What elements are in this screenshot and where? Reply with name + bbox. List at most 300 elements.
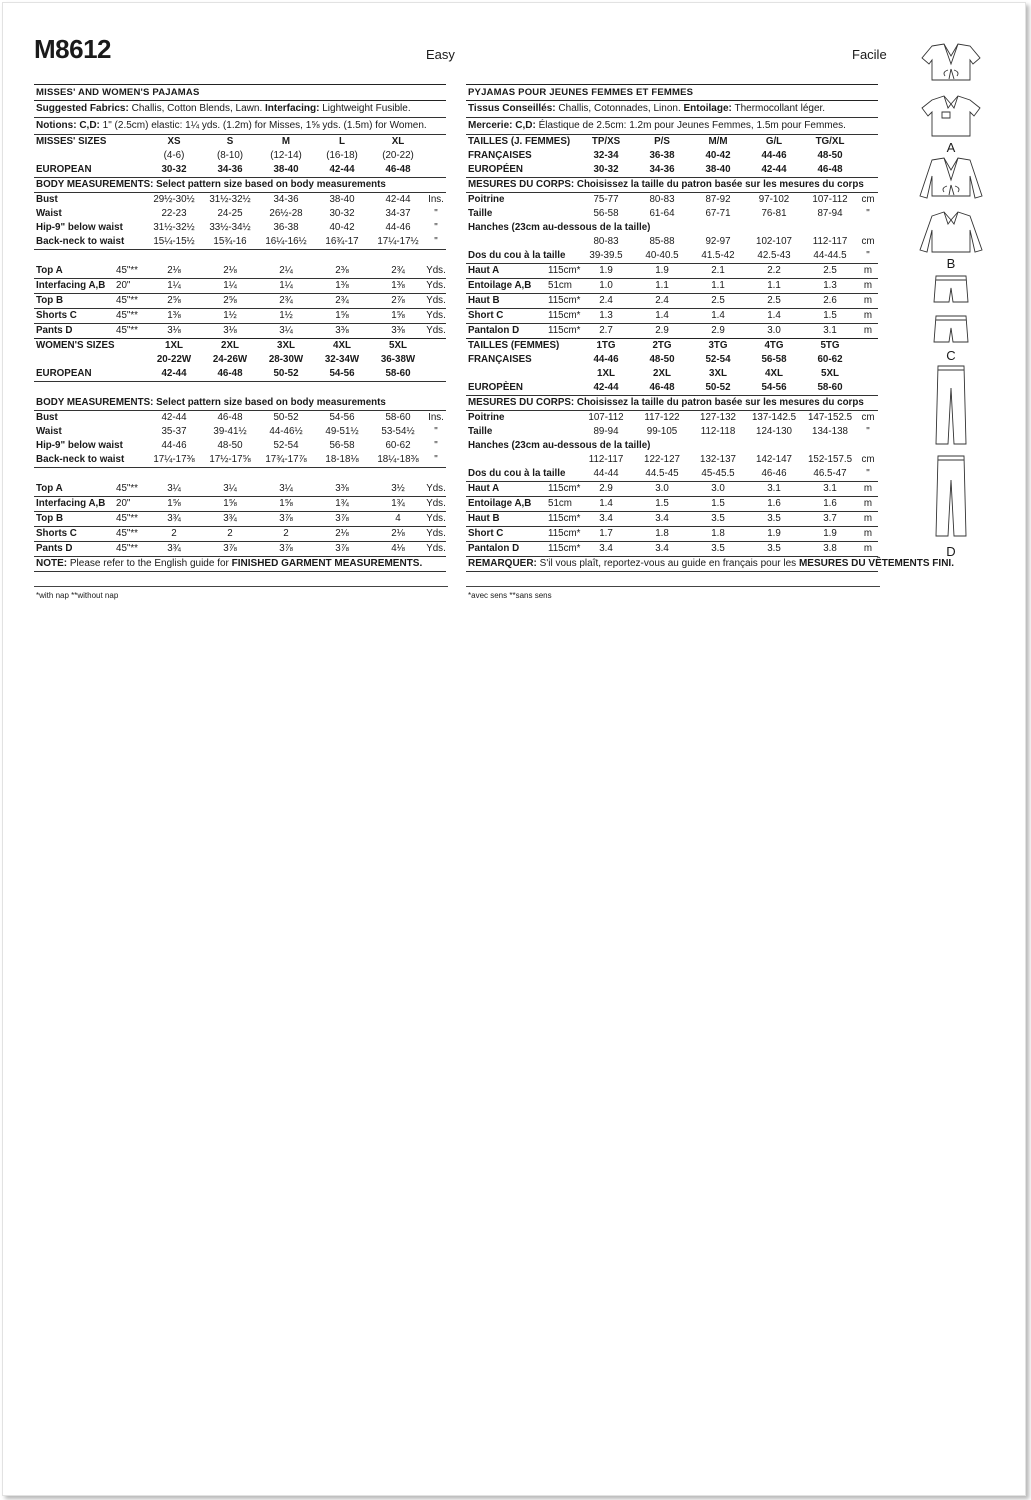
unit-cell: Yds. — [426, 294, 446, 309]
size-sub-label: FRANÇAISES — [468, 354, 532, 365]
table-row — [466, 221, 878, 235]
notions-line — [466, 118, 878, 135]
yardage-value: 3.4 — [634, 512, 690, 527]
yardage-value: 3⅞ — [258, 542, 314, 557]
interfacing-label: Entoilage: — [683, 103, 732, 114]
view-a-top-illustration — [918, 42, 984, 140]
unit-cell: Yds. — [426, 309, 446, 324]
table-row — [34, 250, 446, 265]
fabrics-text: Challis, Cotton Blends, Lawn. — [131, 103, 263, 114]
fabrics-text: Challis, Cotonnades, Linon. — [558, 103, 681, 114]
measurement-value: 53-54½ — [381, 426, 415, 437]
table-row — [466, 309, 878, 324]
size-number-cell: (20-22) — [382, 150, 414, 161]
yardage-label: Pantalon D — [466, 324, 548, 339]
yardage-value: 1¾ — [370, 497, 426, 512]
unit-cell: Yds. — [426, 324, 446, 339]
measurement-value: 67-71 — [705, 208, 731, 219]
yardage-value: 3⅜ — [314, 482, 370, 497]
table-row — [466, 453, 878, 467]
yardage-value: 3¼ — [258, 482, 314, 497]
measurement-label: Dos du cou à la taille — [466, 467, 578, 482]
table-row — [466, 149, 878, 163]
european-size-cell: 42-44 — [746, 163, 802, 178]
yardage-value: 3⅞ — [202, 542, 258, 557]
measurement-label: Poitrine — [468, 194, 505, 205]
unit-cell — [426, 163, 446, 178]
yardage-value: 3¾ — [146, 542, 202, 557]
yardage-value: 1¼ — [146, 279, 202, 294]
table-row — [466, 411, 878, 426]
fabrics-line — [34, 101, 446, 118]
measurement-value: 124-130 — [756, 426, 792, 437]
measurement-value: 15¾-16 — [202, 235, 258, 250]
yardage-value: 1.1 — [634, 279, 690, 294]
size-cell: 5TG — [820, 340, 840, 351]
measurement-value: 107-112 — [588, 412, 624, 423]
measurement-value: 45-45.5 — [690, 467, 746, 482]
table-row — [34, 542, 446, 557]
yardage-value: 1⅜ — [314, 279, 370, 294]
measurement-value: 99-105 — [646, 426, 678, 437]
yardage-value: 1¼ — [202, 279, 258, 294]
table-row — [466, 193, 878, 208]
yardage-value: 1.0 — [578, 279, 634, 294]
measurement-value: 29½-30½ — [153, 194, 195, 205]
measurement-value: 35-37 — [161, 426, 187, 437]
fabric-width: 45"** — [116, 482, 146, 497]
table-row — [34, 279, 446, 294]
note-bold-text: MESURES DU VÊTEMENTS FINI. — [798, 558, 954, 569]
yardage-value: 3⅛ — [146, 324, 202, 339]
table-row — [466, 207, 878, 221]
measurement-value: 46-46 — [746, 467, 802, 482]
measurement-value: 44-46 — [161, 440, 187, 451]
measurement-value: 44-44 — [578, 467, 634, 482]
size-number-cell: 28-30W — [268, 354, 304, 365]
size-cell: S — [226, 136, 234, 147]
unit-cell: " — [434, 222, 438, 233]
yardage-label: Entoilage A,B — [466, 497, 548, 512]
measurement-value: 31½-32½ — [209, 194, 251, 205]
table-row — [34, 411, 446, 426]
table-row — [34, 264, 446, 279]
yardage-value: 1.9 — [634, 264, 690, 279]
yardage-value: 3⅞ — [314, 512, 370, 527]
yardage-label: Haut B — [466, 294, 548, 309]
notions-label: Mercerie: C,D: — [468, 120, 536, 131]
size-number-cell: (16-18) — [326, 150, 358, 161]
note-line — [34, 557, 446, 572]
table-row — [466, 294, 878, 309]
fabric-width: 51cm — [548, 279, 578, 294]
fabric-width: 45"** — [116, 309, 146, 324]
yardage-value: 3⅜ — [314, 324, 370, 339]
yardage-value: 1.6 — [746, 497, 802, 512]
yardage-value: 2⅝ — [202, 294, 258, 309]
yardage-value: 3⅞ — [258, 512, 314, 527]
fabric-width: 45"** — [116, 294, 146, 309]
size-range-label: MISSES' SIZES — [36, 136, 107, 147]
unit-cell: cm — [861, 236, 875, 247]
difficulty-level-en: Easy — [426, 47, 455, 62]
size-cell: 1XL — [165, 340, 183, 351]
pattern-title: PYJAMAS POUR JEUNES FEMMES ET FEMMES — [466, 84, 878, 101]
yardage-value: 3⅞ — [314, 542, 370, 557]
european-size-cell: 58-60 — [802, 381, 858, 396]
unit-cell — [858, 367, 878, 381]
yardage-value: 1⅝ — [314, 309, 370, 324]
view-label-b: B — [946, 256, 956, 271]
measurement-value: 80-83 — [593, 236, 619, 247]
yardage-label: Short C — [466, 309, 548, 324]
table-row — [466, 264, 878, 279]
measurement-value: 38-40 — [329, 194, 355, 205]
measurement-value: 117-122 — [644, 412, 680, 423]
measurement-label: Dos du cou à la taille — [466, 249, 578, 264]
yardage-label: Short C — [466, 527, 548, 542]
size-cell: 4TG — [764, 340, 784, 351]
yardage-value: 1⅝ — [258, 497, 314, 512]
table-row — [34, 367, 446, 382]
measurement-value: 132-137 — [700, 454, 736, 465]
yardage-value: 1⅜ — [146, 309, 202, 324]
measurement-value: 80-83 — [649, 194, 675, 205]
yardage-value: 2.9 — [634, 324, 690, 339]
table-row — [34, 527, 446, 542]
measurement-value: 137-142.5 — [751, 412, 797, 423]
yardage-value: 2¼ — [258, 264, 314, 279]
yardage-value: 3.5 — [690, 542, 746, 557]
measurement-label: Taille — [468, 426, 493, 437]
yardage-value: 2⅝ — [146, 294, 202, 309]
yardage-value: 1.1 — [690, 279, 746, 294]
european-size-cell: 50-52 — [258, 367, 314, 382]
size-cell: 2XL — [221, 340, 239, 351]
table-row — [34, 453, 446, 468]
unit-cell: " — [434, 440, 438, 451]
table-row — [466, 497, 878, 512]
european-label: EUROPÉEN — [466, 163, 578, 178]
fabrics-label: Suggested Fabrics: — [36, 103, 129, 114]
size-number-cell: 56-58 — [761, 354, 787, 365]
unit-cell — [426, 367, 446, 382]
measurement-value: 61-64 — [649, 208, 675, 219]
size-number-cell: 44-46 — [593, 354, 619, 365]
measurement-value: 16¾-17 — [314, 235, 370, 250]
fabric-width: 45"** — [116, 324, 146, 339]
unit-cell: m — [858, 264, 878, 279]
measurement-value: 112-117 — [812, 236, 848, 247]
measurement-value: 134-138 — [812, 426, 848, 437]
size-cell: 5XL — [389, 340, 407, 351]
unit-cell: Yds. — [426, 512, 446, 527]
yardage-value: 1.5 — [690, 497, 746, 512]
size-number-cell: 36-38 — [649, 150, 675, 161]
european-size-cell: 42-44 — [578, 381, 634, 396]
measurement-value: 42-44 — [385, 194, 411, 205]
size-number-cell: 20-22W — [156, 354, 192, 365]
measurement-label: Hip-9" below waist — [36, 222, 123, 233]
size-range-label: WOMEN'S SIZES — [36, 340, 115, 351]
yardage-value: 2.9 — [690, 324, 746, 339]
yardage-label: Shorts C — [34, 527, 116, 542]
unit-cell — [858, 149, 878, 163]
unit-cell: " — [858, 249, 878, 264]
measurement-value: 17½-17⅝ — [202, 453, 258, 468]
size-cell: 4XL — [765, 368, 783, 379]
european-size-cell: 34-36 — [634, 163, 690, 178]
english-column — [34, 36, 446, 603]
unit-cell: m — [858, 294, 878, 309]
size-number-cell: 32-34 — [593, 150, 619, 161]
measurement-table — [34, 135, 446, 557]
measurement-value: 92-97 — [705, 236, 731, 247]
yardage-value: 2⅛ — [146, 264, 202, 279]
unit-cell: m — [858, 279, 878, 294]
yardage-label: Shorts C — [34, 309, 116, 324]
measurement-value: 89-94 — [593, 426, 619, 437]
yardage-value: 3.1 — [802, 324, 858, 339]
measurement-value: 107-112 — [812, 194, 848, 205]
european-size-cell: 58-60 — [370, 367, 426, 382]
size-number-cell: 44-46 — [761, 150, 787, 161]
yardage-value: 3.4 — [578, 512, 634, 527]
yardage-value: 1.4 — [746, 309, 802, 324]
yardage-label: Interfacing A,B — [34, 497, 116, 512]
table-row — [34, 324, 446, 339]
view-label-d: D — [946, 544, 956, 559]
pattern-number: M8612 — [34, 34, 111, 64]
yardage-value: 1½ — [202, 309, 258, 324]
hips-label: Hanches (23cm au-dessous de la taille) — [468, 222, 651, 233]
measurement-value: 24-25 — [217, 208, 243, 219]
unit-cell — [858, 381, 878, 396]
yardage-value: 1.3 — [578, 309, 634, 324]
unit-cell: " — [426, 235, 446, 250]
european-size-cell: 46-48 — [802, 163, 858, 178]
size-number-cell: (12-14) — [270, 150, 302, 161]
view-d-pants-illustration — [918, 364, 984, 544]
yardage-value: 2.5 — [746, 294, 802, 309]
table-row — [34, 425, 446, 439]
yardage-value: 1⅝ — [202, 497, 258, 512]
yardage-value: 1¾ — [314, 497, 370, 512]
measurement-value: 44-46 — [385, 222, 411, 233]
measurement-value: 44-44.5 — [802, 249, 858, 264]
size-cell: 1XL — [597, 368, 615, 379]
size-number-cell: 48-50 — [817, 150, 843, 161]
note-bold-text: FINISHED GARMENT MEASUREMENTS. — [231, 558, 423, 569]
size-range-label: TAILLES (FEMMES) — [468, 340, 560, 351]
table-row — [34, 382, 446, 397]
size-cell: 3XL — [277, 340, 295, 351]
table-row — [466, 353, 878, 367]
measurement-value: 44-46½ — [269, 426, 303, 437]
note-label: REMARQUER: — [468, 558, 537, 569]
yardage-label: Top A — [34, 264, 116, 279]
european-label: EUROPÈEN — [466, 381, 578, 396]
size-cell: M/M — [708, 136, 728, 147]
measurement-value: 52-54 — [273, 440, 299, 451]
unit-cell: " — [426, 453, 446, 468]
table-row — [466, 135, 878, 149]
yardage-label: Top B — [34, 512, 116, 527]
table-row — [34, 221, 446, 235]
unit-cell: cm — [861, 194, 875, 205]
yardage-label: Haut A — [466, 264, 548, 279]
table-row — [34, 163, 446, 178]
measurement-value: 42-44 — [161, 412, 187, 423]
measurement-value: 34-36 — [273, 194, 299, 205]
size-cell: 4XL — [333, 340, 351, 351]
fabric-width: 115cm* — [548, 324, 578, 339]
table-row — [34, 353, 446, 367]
european-size-cell: 50-52 — [690, 381, 746, 396]
measurement-label: Hip-9" below waist — [36, 440, 123, 451]
european-size-cell: 54-56 — [746, 381, 802, 396]
measurement-value: 97-102 — [758, 194, 790, 205]
size-range-label: TAILLES (J. FEMMES) — [468, 136, 571, 147]
european-size-cell: 38-40 — [258, 163, 314, 178]
table-row — [34, 396, 446, 411]
fabric-width: 20" — [116, 497, 146, 512]
spacer-cell — [34, 468, 446, 483]
unit-cell — [858, 135, 878, 149]
note-label: NOTE: — [36, 558, 68, 569]
measurement-value: 46.5-47 — [802, 467, 858, 482]
unit-cell — [426, 353, 446, 367]
yardage-value: 3¼ — [202, 482, 258, 497]
size-number-cell: 24-26W — [212, 354, 248, 365]
measurement-value: 41.5-42 — [690, 249, 746, 264]
yardage-value: 2⅛ — [314, 527, 370, 542]
table-row — [466, 381, 878, 396]
fabric-width: 115cm* — [548, 512, 578, 527]
unit-cell: Yds. — [426, 482, 446, 497]
yardage-label: Pantalon D — [466, 542, 548, 557]
yardage-value: 1.4 — [690, 309, 746, 324]
unit-cell: m — [858, 309, 878, 324]
yardage-label: Top B — [34, 294, 116, 309]
table-row — [34, 207, 446, 221]
yardage-value: 3.5 — [690, 512, 746, 527]
unit-cell: " — [858, 467, 878, 482]
measurement-value: 75-77 — [593, 194, 619, 205]
unit-cell: " — [866, 426, 870, 437]
size-cell: 1TG — [596, 340, 616, 351]
spacer-cell — [466, 453, 578, 467]
note-line — [466, 557, 954, 572]
measurement-value: 31½-32½ — [153, 222, 195, 233]
table-row — [466, 527, 878, 542]
yardage-value: 3⅜ — [370, 324, 426, 339]
measurement-value: 54-56 — [329, 412, 355, 423]
interfacing-text: Thermocollant léger. — [734, 103, 826, 114]
unit-cell: cm — [861, 454, 875, 465]
european-size-cell: 38-40 — [690, 163, 746, 178]
yardage-value: 3.7 — [802, 512, 858, 527]
fabric-width: 115cm* — [548, 264, 578, 279]
measurement-value: 48-50 — [217, 440, 243, 451]
column-header-space — [34, 36, 446, 84]
yardage-label: Interfacing A,B — [34, 279, 116, 294]
measurement-label: Bust — [36, 194, 58, 205]
yardage-value: 1⅜ — [370, 279, 426, 294]
size-cell: XL — [391, 136, 405, 147]
size-cell: P/S — [654, 136, 670, 147]
table-row — [466, 249, 878, 264]
table-row — [34, 497, 446, 512]
measurement-value: 76-81 — [761, 208, 787, 219]
size-sub-label — [466, 367, 578, 381]
measurement-value: 40-42 — [329, 222, 355, 233]
yardage-value: 4 — [370, 512, 426, 527]
size-cell: TP/XS — [591, 136, 621, 147]
yardage-label: Pants D — [34, 542, 116, 557]
yardage-value: 1.6 — [802, 497, 858, 512]
measurement-value: 122-127 — [644, 454, 680, 465]
table-row — [466, 425, 878, 439]
measurement-label: Taille — [468, 208, 493, 219]
table-row — [466, 324, 878, 339]
yardage-value: 1.5 — [634, 497, 690, 512]
fabric-width: 45"** — [116, 264, 146, 279]
table-row — [34, 135, 446, 149]
unit-cell: Yds. — [426, 279, 446, 294]
size-cell: TG/XL — [815, 136, 845, 147]
table-row — [466, 339, 878, 354]
hips-label: Hanches (23cm au-dessous de la taille) — [468, 440, 651, 451]
unit-cell: " — [434, 426, 438, 437]
measurement-value: 58-60 — [385, 412, 411, 423]
european-size-cell: 42-44 — [314, 163, 370, 178]
yardage-value: 2.4 — [634, 294, 690, 309]
measurement-value: 56-58 — [593, 208, 619, 219]
unit-cell — [858, 163, 878, 178]
yardage-value: 3½ — [370, 482, 426, 497]
yardage-value: 2.1 — [690, 264, 746, 279]
view-c-shorts-illustration — [918, 272, 984, 348]
table-row — [466, 178, 878, 193]
unit-cell: Ins. — [428, 412, 444, 423]
garment-views — [914, 42, 988, 560]
unit-cell: " — [866, 208, 870, 219]
measurement-value: 112-118 — [700, 426, 736, 437]
yardage-value: 3.0 — [690, 482, 746, 497]
notions-text: Élastique de 2.5cm: 1.2m pour Jeunes Femmes, 1.5m pour Femmes. — [538, 120, 846, 131]
size-cell: 3XL — [709, 368, 727, 379]
nap-footnote: *with nap **without nap — [34, 586, 448, 603]
yardage-value: 2.6 — [802, 294, 858, 309]
size-cell: G/L — [765, 136, 783, 147]
measurement-value: 87-94 — [817, 208, 843, 219]
size-number-cell: 52-54 — [705, 354, 731, 365]
measurement-value: 17¼-17⅜ — [146, 453, 202, 468]
yardage-value: 1.8 — [690, 527, 746, 542]
unit-cell — [858, 353, 878, 367]
size-sub-label — [34, 149, 146, 163]
yardage-value: 1.9 — [578, 264, 634, 279]
table-row — [34, 339, 446, 354]
notions-line — [34, 118, 446, 135]
size-number-cell: 48-50 — [649, 354, 675, 365]
size-number-cell: 60-62 — [817, 354, 843, 365]
measurement-value: 30-32 — [329, 208, 355, 219]
table-row — [34, 294, 446, 309]
measurement-label: Poitrine — [468, 412, 505, 423]
measurement-label: Back-neck to waist — [34, 453, 146, 468]
